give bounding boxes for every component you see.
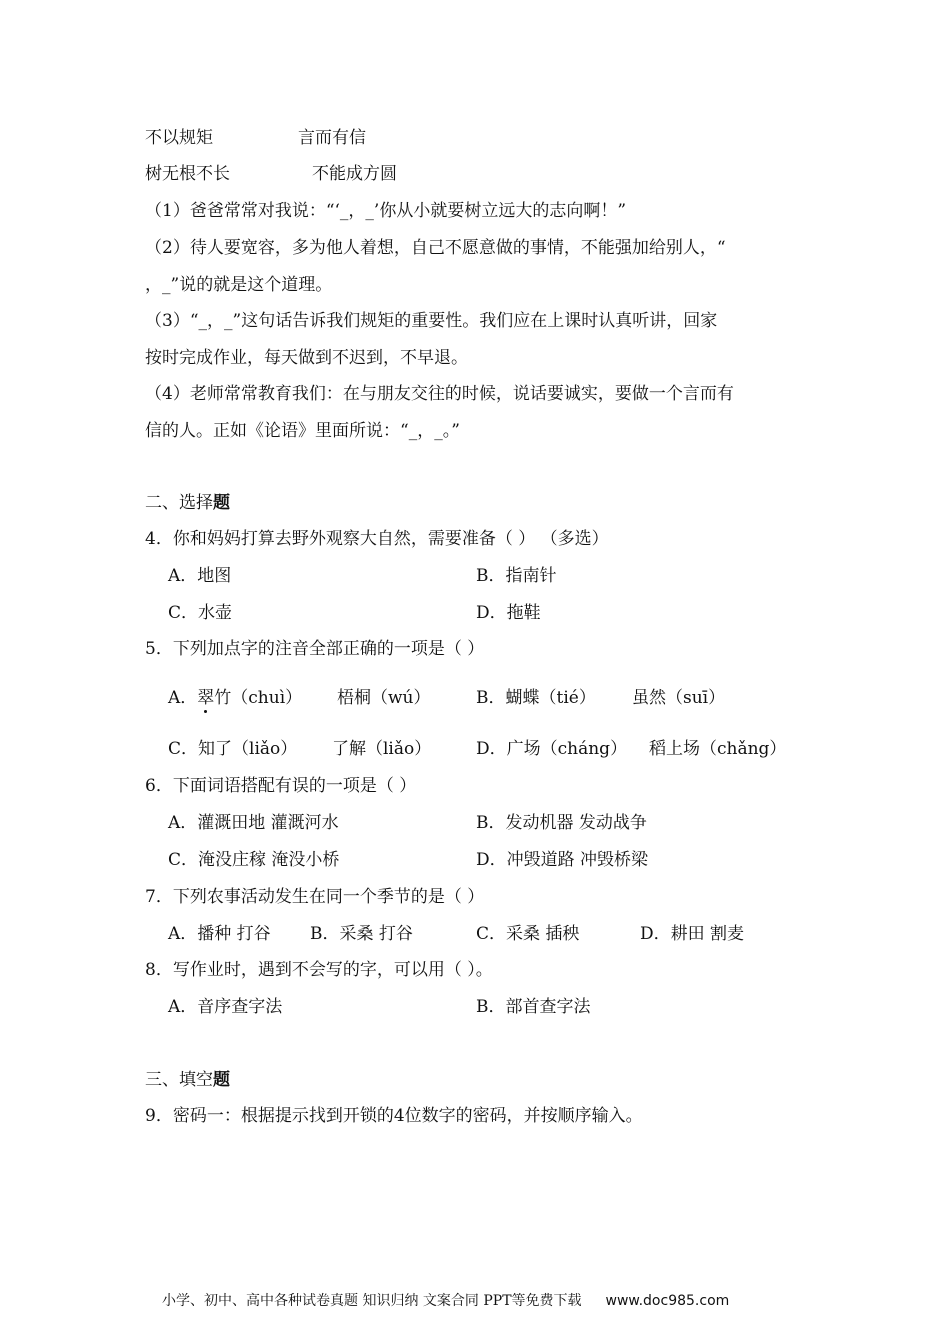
fill-item-3-line2: 按时完成作业，每天做到不迟到，不早退。 — [145, 348, 468, 368]
question-7-stem: 7．下列农事活动发生在同一个季节的是（ ） — [145, 887, 485, 907]
section-heading-fill — [145, 1068, 230, 1092]
dotted-char: 翠 — [197, 688, 215, 708]
fill-item-3-line1: （3）“_，_”这句话告诉我们规矩的重要性。我们应在上课时认真听讲，回家 — [145, 311, 718, 331]
fill-item-1: （1）爸爸常常对我说：“‘_，_’你从小就要树立远大的志向啊！” — [145, 201, 627, 221]
option-b: B．蝴蝶（tié） — [476, 688, 596, 708]
section-heading-suffix: 题 — [213, 493, 230, 513]
option-a-word2: 梧桐（wú） — [337, 688, 431, 708]
question-9-stem: 9．密码一：根据提示找到开锁的4位数字的密码，并按顺序输入。 — [145, 1106, 643, 1126]
question-5-stem: 5．下列加点字的注音全部正确的一项是（ ） — [145, 639, 485, 659]
option-a: A．灌溉田地 灌溉河水 — [168, 813, 339, 833]
option-d-word2: 稻上场（chǎng） — [649, 739, 787, 759]
idiom-text: 树无根不长 — [145, 164, 230, 184]
footer-text: 小学、初中、高中各种试卷真题 知识归纳 文案合同 PPT等免费下载 — [162, 1293, 582, 1309]
option-a: A．地图 — [168, 566, 232, 586]
option-b: B．指南针 — [476, 566, 557, 586]
option-d: D．广场（cháng） — [476, 739, 628, 759]
option-a: A．播种 打谷 — [168, 924, 271, 944]
question-8-stem: 8．写作业时，遇到不会写的字，可以用（ ）。 — [145, 960, 493, 980]
footer-url[interactable]: www.doc985.com — [605, 1293, 730, 1309]
option-letter: A． — [168, 688, 198, 708]
idiom-text: 不能成方圆 — [312, 164, 397, 184]
question-6-stem: 6．下面词语搭配有误的一项是（ ） — [145, 776, 417, 796]
question-4-stem: 4．你和妈妈打算去野外观察大自然，需要准备（ ） （多选） — [145, 529, 609, 549]
idiom-text: 不以规矩 — [145, 128, 213, 148]
option-d: D．拖鞋 — [476, 603, 541, 623]
option-d: D．耕田 割麦 — [640, 924, 745, 944]
section-heading-suffix: 题 — [213, 1070, 230, 1090]
option-b: B．部首查字法 — [476, 997, 591, 1017]
fill-item-2-line2: ，_”说的就是这个道理。 — [145, 275, 333, 295]
option-text: 竹（chuì） — [214, 688, 303, 708]
section-heading-choice — [145, 491, 230, 515]
option-c-word2: 了解（liǎo） — [332, 739, 432, 759]
section-heading-prefix: 二、选择 — [145, 493, 213, 513]
option-b-word2: 虽然（suī） — [632, 688, 726, 708]
option-a: A．音序查字法 — [168, 997, 283, 1017]
fill-item-2-line1: （2）待人要宽容，多为他人着想，自己不愿意做的事情，不能强加给别人，“ — [145, 238, 726, 258]
option-a — [168, 686, 302, 710]
section-heading-prefix: 三、填空 — [145, 1070, 213, 1090]
option-d: D．冲毁道路 冲毁桥梁 — [476, 850, 649, 870]
option-c: C．采桑 插秧 — [476, 924, 580, 944]
option-b: B．发动机器 发动战争 — [476, 813, 647, 833]
idiom-text: 言而有信 — [298, 128, 366, 148]
option-c: C．知了（liǎo） — [168, 739, 298, 759]
option-c: C．水壶 — [168, 603, 233, 623]
fill-item-4-line1: （4）老师常常教育我们：在与朋友交往的时候，说话要诚实，要做一个言而有 — [145, 384, 734, 404]
option-b: B．采桑 打谷 — [310, 924, 413, 944]
option-c: C．淹没庄稼 淹没小桥 — [168, 850, 340, 870]
fill-item-4-line2: 信的人。正如《论语》里面所说：“_，_。” — [145, 421, 460, 441]
page-footer — [162, 1290, 729, 1310]
